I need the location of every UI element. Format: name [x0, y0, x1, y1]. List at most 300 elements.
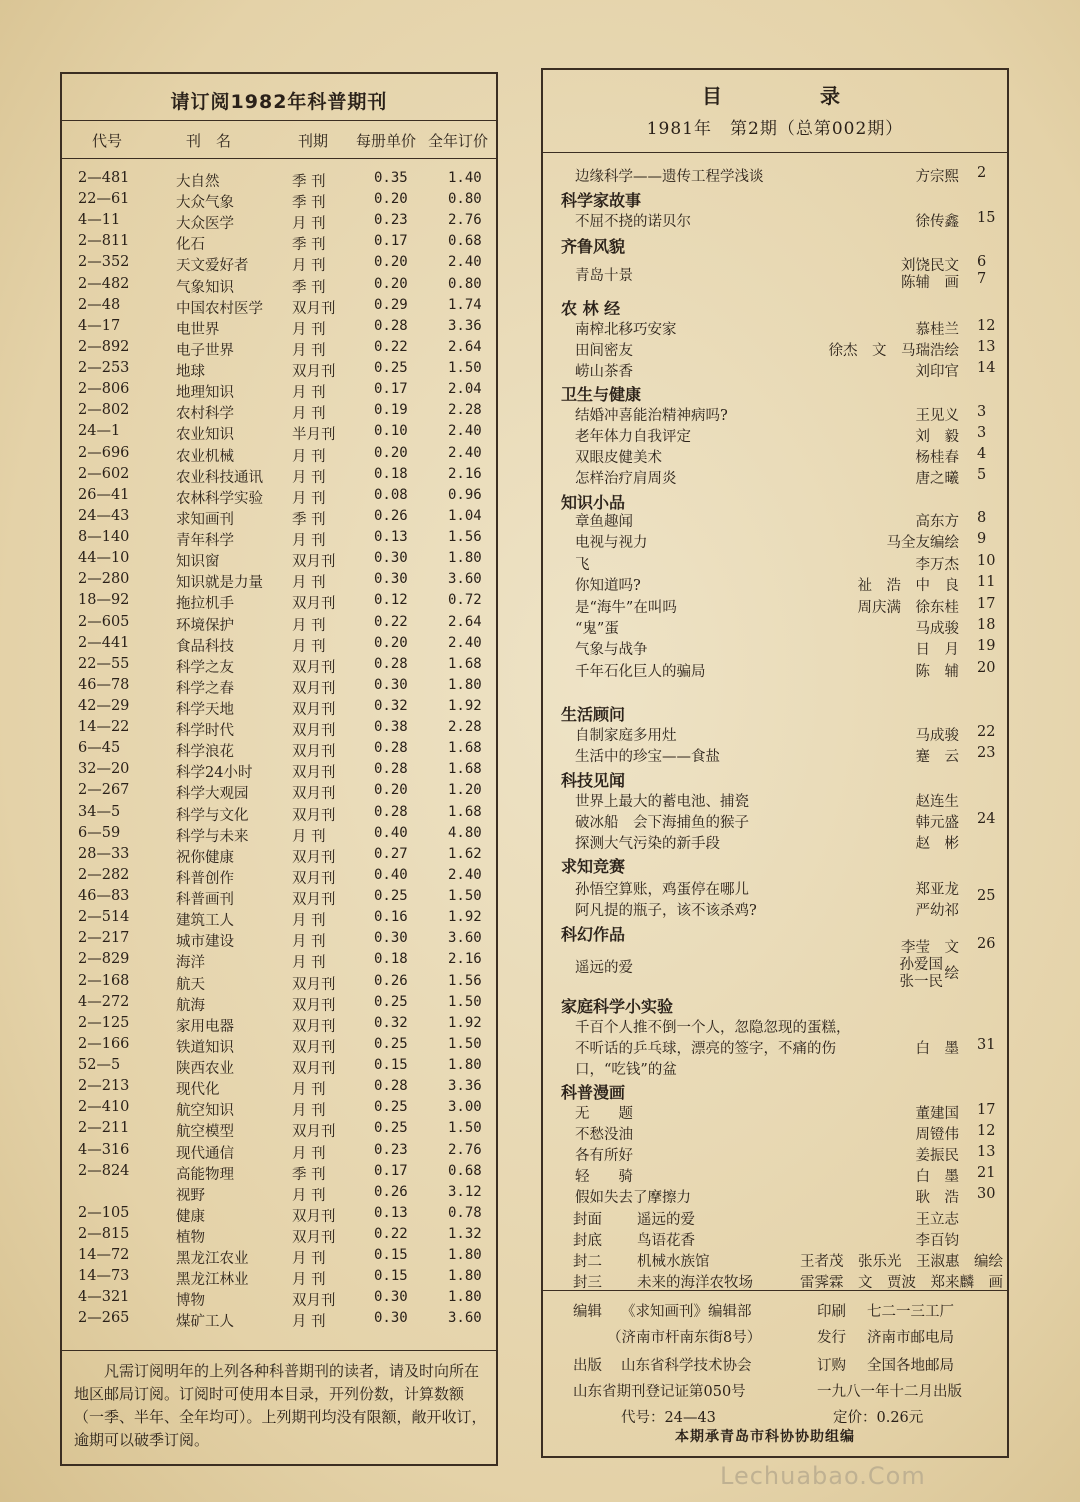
toc-page: 9 [977, 531, 987, 548]
cover-author: 王者茂 张乐光 王淑惠 编绘 [800, 1254, 1003, 1270]
journal-code: 2—811 [78, 233, 130, 250]
table-row [62, 233, 496, 254]
toc-page: 12 [977, 318, 996, 334]
toc-author: 刘饶民文 [901, 258, 959, 274]
toc-page: 17 [977, 1102, 996, 1118]
toc-item: 不屈不挠的诺贝尔 [575, 214, 691, 230]
toc-page: 14 [977, 360, 996, 376]
table-row [62, 930, 496, 951]
journal-name: 科普画刊 [176, 892, 234, 909]
journal-code: 2—105 [78, 1204, 130, 1221]
journal-name: 航海 [176, 997, 205, 1014]
toc-item: 不愁没油 [575, 1127, 633, 1143]
journal-code: 2—213 [78, 1078, 130, 1095]
journal-annual-price: 1.68 [448, 655, 482, 672]
journal-unit-price: 0.25 [374, 1099, 408, 1116]
toc-author: 马成骏 [915, 621, 959, 637]
journal-annual-price: 2.64 [448, 338, 482, 355]
journal-period: 双月刊 [292, 892, 336, 909]
info-publish-value: 山东省科学技术协会 [621, 1358, 752, 1374]
journal-name: 黑龙江林业 [176, 1272, 249, 1289]
table-row [62, 1099, 496, 1120]
toc-author: 绘 [944, 966, 959, 982]
table-row [62, 635, 496, 656]
journal-code: 32—20 [78, 761, 130, 778]
journal-code: 24—43 [78, 507, 130, 524]
journal-annual-price: 2.28 [448, 402, 482, 419]
journal-annual-price: 1.92 [448, 909, 482, 926]
table-row [62, 1268, 496, 1289]
toc-page: 23 [977, 745, 996, 761]
journal-annual-price: 2.40 [448, 254, 482, 271]
journal-code: 2—696 [78, 444, 130, 461]
journal-code: 24—1 [78, 423, 121, 440]
toc-author: 高东方 [915, 514, 959, 530]
cover-author: 李百钧 [915, 1233, 959, 1249]
toc-section-title: 知识小品 [561, 493, 626, 512]
journal-period: 双月刊 [292, 765, 336, 782]
journal-unit-price: 0.28 [374, 317, 408, 334]
journal-code: 2—168 [78, 972, 130, 989]
toc-author: 韩元盛 [915, 815, 959, 831]
toc-page: 13 [977, 339, 996, 355]
toc-item: 口，“吃钱”的盆 [575, 1062, 677, 1078]
journal-period: 双月刊 [292, 849, 336, 866]
journal-period: 双月刊 [292, 786, 336, 803]
journal-code: 2—829 [78, 951, 130, 968]
journal-unit-price: 0.32 [374, 698, 408, 714]
journal-period: 月 刊 [292, 469, 326, 486]
journal-code: 6—59 [78, 824, 121, 841]
journal-code: 2—514 [78, 909, 130, 926]
journal-name: 航空模型 [176, 1124, 234, 1141]
journal-unit-price: 0.32 [374, 1014, 408, 1031]
journal-period: 月 刊 [292, 1272, 326, 1289]
journal-period: 月 刊 [292, 321, 326, 338]
info-edit-value: 《求知画刊》编辑部 [621, 1304, 752, 1320]
journal-code: 2—802 [78, 402, 130, 419]
table-row [62, 254, 496, 275]
journal-unit-price: 0.27 [374, 845, 408, 862]
table-row [62, 1120, 496, 1141]
toc-page: 24 [977, 811, 996, 827]
journal-period: 月 刊 [292, 342, 326, 359]
toc-author: 陈辅 画 [901, 275, 959, 291]
journal-name: 现代化 [176, 1082, 220, 1099]
table-row [62, 1289, 496, 1310]
cover-label: 封三 [573, 1275, 602, 1291]
journal-unit-price: 0.30 [374, 1310, 408, 1327]
toc-section-title: 齐鲁风貌 [561, 237, 626, 256]
journal-code: 2—892 [78, 338, 130, 355]
toc-author: 蹇 云 [915, 749, 959, 765]
journal-period: 季 刊 [292, 195, 326, 212]
journal-code: 4—11 [78, 212, 121, 229]
table-row [62, 973, 496, 994]
journal-code: 2—125 [78, 1014, 130, 1031]
journal-code: 2—605 [78, 613, 130, 630]
cover-label: 封底 [573, 1233, 602, 1249]
journal-annual-price: 2.40 [448, 444, 482, 461]
journal-annual-price: 2.16 [448, 951, 482, 968]
toc-item: 假如失去了摩擦力 [575, 1190, 691, 1206]
journal-annual-price: 1.68 [448, 803, 482, 820]
journal-name: 农业知识 [176, 427, 234, 444]
journal-name: 大自然 [176, 174, 220, 190]
toc-author: 李万杰 [915, 556, 959, 573]
toc-page: 22 [977, 724, 996, 740]
toc-author: 赵 彬 [915, 836, 959, 852]
journal-annual-price: 1.92 [448, 1014, 482, 1031]
header-annual-price: 全年订价 [428, 132, 489, 150]
info-divider [543, 1290, 1007, 1291]
journal-name: 电子世界 [176, 342, 234, 359]
journal-unit-price: 0.22 [374, 1226, 408, 1242]
table-row [62, 212, 496, 233]
cover-label: 封二 [573, 1254, 602, 1270]
table-row [62, 423, 496, 444]
journal-unit-price: 0.20 [374, 254, 408, 271]
table-row [62, 571, 496, 592]
journal-annual-price: 3.12 [448, 1183, 482, 1200]
journal-period: 季 刊 [292, 1166, 326, 1183]
journal-annual-price: 2.76 [448, 212, 482, 229]
toc-section-title: 生活顾问 [561, 705, 626, 724]
journal-name: 科学与未来 [176, 828, 249, 845]
toc-author: 徐杰 文 马瑞浩绘 [828, 343, 959, 359]
journal-code: 2—166 [78, 1035, 130, 1052]
journal-name: 健康 [176, 1208, 205, 1225]
table-row [62, 782, 496, 803]
journal-name: 高能物理 [176, 1166, 234, 1183]
journal-name: 中国农村医学 [176, 300, 263, 317]
journal-unit-price: 0.35 [374, 170, 408, 186]
journal-period: 双月刊 [292, 554, 336, 571]
toc-author: 陈 辅 [915, 663, 959, 680]
table-row [62, 191, 496, 212]
journal-unit-price: 0.08 [374, 486, 408, 503]
toc-item: 自制家庭多用灶 [575, 728, 677, 744]
toc-item: 不听话的乒乓球，漂亮的签字，不痛的伤 [575, 1041, 836, 1057]
journal-name: 现代通信 [176, 1145, 234, 1162]
journal-unit-price: 0.20 [374, 444, 408, 461]
journal-unit-price: 0.25 [374, 360, 408, 377]
journal-annual-price: 1.80 [448, 1289, 482, 1306]
journal-period: 季 刊 [292, 174, 326, 190]
journal-name: 视野 [176, 1187, 205, 1204]
toc-author: 杨桂春 [915, 450, 959, 466]
journal-period: 双月刊 [292, 976, 336, 993]
journal-name: 大众医学 [176, 216, 234, 233]
journal-unit-price: 0.25 [374, 993, 408, 1010]
table-bottom-divider [62, 1350, 496, 1351]
journal-annual-price: 3.60 [448, 1310, 482, 1327]
header-period: 刊期 [298, 132, 329, 150]
toc-page: 13 [977, 1144, 996, 1160]
journal-name: 科学天地 [176, 702, 234, 718]
journal-annual-price: 0.96 [448, 486, 482, 503]
journal-unit-price: 0.40 [374, 824, 408, 841]
journal-unit-price: 0.17 [374, 381, 408, 398]
journal-unit-price: 0.30 [374, 571, 408, 588]
table-row [62, 888, 496, 909]
cover-title: 机械水族馆 [637, 1254, 710, 1270]
cover-author: 王立志 [915, 1212, 959, 1228]
journal-period: 月 刊 [292, 385, 326, 402]
journal-unit-price: 0.22 [374, 613, 408, 630]
journal-period: 双月刊 [292, 1230, 336, 1246]
journal-annual-price: 0.78 [448, 1204, 482, 1221]
journal-period: 月 刊 [292, 913, 326, 930]
toc-item: 阿凡提的瓶子，该不该杀鸡? [575, 903, 757, 919]
journal-annual-price: 1.68 [448, 761, 482, 778]
info-edit-address: （济南市杆南东街8号） [607, 1330, 762, 1346]
journal-annual-price: 1.80 [448, 1057, 482, 1074]
journal-name: 海洋 [176, 955, 205, 972]
table-row [62, 1184, 496, 1205]
subscription-panel [60, 72, 498, 1466]
info-print-label: 印刷 [817, 1304, 846, 1320]
table-row [62, 1247, 496, 1268]
table-row [62, 402, 496, 423]
journal-unit-price: 0.30 [374, 550, 408, 567]
journal-name: 科学之春 [176, 680, 234, 697]
journal-annual-price: 0.80 [448, 191, 482, 208]
journal-annual-price: 1.56 [448, 972, 482, 989]
toc-item: 轻 骑 [575, 1169, 633, 1185]
toc-author: 刘印官 [915, 364, 959, 380]
journal-unit-price: 0.15 [374, 1057, 408, 1074]
info-date: 一九八一年十二月出版 [817, 1384, 962, 1400]
journal-annual-price: 2.40 [448, 866, 482, 883]
journal-period: 月 刊 [292, 258, 326, 275]
journal-period: 月 刊 [292, 490, 326, 507]
toc-item: 各有所好 [575, 1148, 633, 1164]
journal-unit-price: 0.18 [374, 951, 408, 968]
journal-unit-price: 0.22 [374, 338, 408, 355]
journal-unit-price: 0.20 [374, 634, 408, 651]
toc-section-title: 科幻作品 [561, 925, 626, 944]
journal-unit-price: 0.16 [374, 909, 408, 926]
journal-period: 双月刊 [292, 702, 336, 718]
toc-item: 飞 [575, 556, 590, 573]
journal-unit-price: 0.19 [374, 402, 408, 419]
journal-name: 家用电器 [176, 1018, 234, 1035]
journal-unit-price: 0.20 [374, 782, 408, 799]
toc-page: 21 [977, 1165, 996, 1181]
journal-annual-price: 1.32 [448, 1226, 482, 1242]
journal-period: 双月刊 [292, 1061, 336, 1078]
journal-unit-price: 0.25 [374, 888, 408, 905]
journal-period: 双月刊 [292, 680, 336, 697]
table-row [62, 656, 496, 677]
journal-unit-price: 0.26 [374, 1183, 408, 1200]
journal-code: 34—5 [78, 803, 121, 820]
toc-item: 遥远的爱 [575, 960, 633, 976]
toc-page: 20 [977, 659, 996, 676]
journal-annual-price: 1.50 [448, 1120, 482, 1137]
table-row [62, 550, 496, 571]
journal-code: 2—211 [78, 1120, 130, 1137]
subscription-title: 请订阅1982年科普期刊 [170, 91, 388, 113]
toc-item: 生活中的珍宝——食盐 [575, 749, 720, 765]
journal-code: 2—267 [78, 782, 130, 799]
journal-annual-price: 1.80 [448, 1268, 482, 1285]
journal-annual-price: 1.50 [448, 1035, 482, 1052]
toc-page: 10 [977, 552, 996, 569]
toc-item: 无 题 [575, 1106, 633, 1122]
table-row [62, 909, 496, 930]
contents-panel [541, 68, 1009, 1458]
toc-author: 日 月 [915, 642, 959, 659]
journal-code: 2—253 [78, 360, 130, 377]
journal-period: 月 刊 [292, 448, 326, 465]
journal-annual-price: 1.40 [448, 170, 482, 186]
journal-period: 双月刊 [292, 1039, 336, 1056]
journal-name: 博物 [176, 1293, 205, 1310]
toc-item: 千年石化巨人的骗局 [575, 663, 706, 680]
journal-unit-price: 0.18 [374, 465, 408, 482]
toc-author: 周镫伟 [915, 1127, 959, 1143]
toc-item: 崂山茶香 [575, 364, 633, 380]
table-row [62, 170, 496, 191]
journal-name: 食品科技 [176, 638, 234, 655]
journal-code: 2—410 [78, 1099, 130, 1116]
journal-name: 地理知识 [176, 385, 234, 402]
journal-period: 月 刊 [292, 617, 326, 634]
journal-period: 双月刊 [292, 659, 336, 676]
issue-line: 1981年 第2期（总第002期） [646, 119, 904, 139]
journal-name: 拖拉机手 [176, 596, 234, 613]
journal-code: 46—78 [78, 676, 130, 693]
journal-name: 农林科学实验 [176, 490, 263, 507]
toc-page: 25 [977, 888, 996, 904]
journal-code: 6—45 [78, 740, 121, 757]
journal-period: 双月刊 [292, 300, 336, 317]
table-row [62, 297, 496, 318]
journal-name: 知识就是力量 [176, 575, 263, 592]
toc-item: 你知道吗? [575, 578, 641, 595]
table-row [62, 529, 496, 550]
journal-code: 8—140 [78, 529, 130, 546]
contents-title: 目 录 [702, 84, 848, 108]
toc-item: “鬼”蛋 [575, 621, 619, 637]
table-row [62, 761, 496, 782]
toc-author: 慕桂兰 [915, 322, 959, 338]
table-row [62, 1057, 496, 1078]
journal-code: 22—61 [78, 191, 130, 208]
journal-code: 26—41 [78, 486, 130, 503]
journal-period: 双月刊 [292, 1293, 336, 1310]
journal-unit-price: 0.28 [374, 740, 408, 757]
journal-unit-price: 0.29 [374, 296, 408, 313]
journal-unit-price: 0.12 [374, 592, 408, 609]
toc-author: 马全友编绘 [886, 535, 959, 552]
journal-period: 季 刊 [292, 511, 326, 528]
journal-period: 月 刊 [292, 638, 326, 655]
journal-annual-price: 3.60 [448, 571, 482, 588]
toc-page: 5 [977, 467, 987, 483]
journal-name: 航空知识 [176, 1103, 234, 1120]
journal-annual-price: 1.50 [448, 360, 482, 377]
toc-author: 耿 浩 [915, 1190, 959, 1206]
table-row [62, 276, 496, 297]
header-code: 代号 [92, 132, 123, 150]
table-row [62, 846, 496, 867]
table-row [62, 1015, 496, 1036]
journal-name: 植物 [176, 1230, 205, 1246]
journal-name: 陕西农业 [176, 1061, 234, 1078]
journal-unit-price: 0.17 [374, 233, 408, 250]
journal-code: 4—17 [78, 317, 121, 334]
toc-section-title: 科技见闻 [561, 771, 626, 790]
journal-name: 祝你健康 [176, 849, 234, 866]
toc-item: 气象与战争 [575, 642, 648, 659]
toc-item: 田间密友 [575, 343, 633, 359]
info-edit-label: 编辑 [573, 1304, 602, 1320]
table-row [62, 677, 496, 698]
toc-section-title: 家庭科学小实验 [561, 997, 674, 1016]
title-divider [62, 120, 496, 121]
footer-credit: 本期承青岛市科协协助组编 [675, 1429, 855, 1445]
info-registration: 山东省期刊登记证第050号 [573, 1384, 746, 1400]
table-row [62, 1310, 496, 1331]
toc-page: 19 [977, 638, 996, 655]
toc-page: 7 [977, 271, 987, 287]
journal-code: 46—83 [78, 888, 130, 905]
journal-period: 月 刊 [292, 1251, 326, 1268]
journal-period: 双月刊 [292, 997, 336, 1014]
journal-name: 黑龙江农业 [176, 1251, 249, 1268]
journal-unit-price: 0.15 [374, 1268, 408, 1285]
toc-page: 26 [977, 936, 996, 952]
journal-annual-price: 2.40 [448, 423, 482, 440]
journal-code: 2—806 [78, 381, 130, 398]
journal-annual-price: 2.40 [448, 634, 482, 651]
journal-annual-price: 0.68 [448, 233, 482, 250]
journal-period: 月 刊 [292, 828, 326, 845]
journal-period: 双月刊 [292, 723, 336, 740]
journal-unit-price: 0.20 [374, 191, 408, 208]
journal-name: 农村科学 [176, 406, 234, 423]
journal-code: 44—10 [78, 550, 130, 567]
journal-unit-price: 0.28 [374, 761, 408, 778]
toc-item: 老年体力自我评定 [575, 429, 691, 445]
journal-annual-price: 3.36 [448, 317, 482, 334]
toc-page: 3 [977, 404, 987, 420]
toc-author: 孙爱国 [899, 957, 943, 973]
info-order-value: 全国各地邮局 [867, 1358, 954, 1374]
info-print-value: 七二一三工厂 [867, 1304, 954, 1320]
journal-period: 月 刊 [292, 1145, 326, 1162]
toc-author: 董建国 [915, 1106, 959, 1122]
cover-author: 雷霁霖 文 贾波 郑来麟 画 [800, 1275, 1003, 1291]
journal-period: 月 刊 [292, 575, 326, 592]
toc-author: 方宗熙 [915, 169, 959, 185]
journal-unit-price: 0.23 [374, 212, 408, 229]
journal-unit-price: 0.28 [374, 1078, 408, 1095]
table-row [62, 867, 496, 888]
toc-item: 千百个人推不倒一个人，忽隐忽现的蛋糕， [575, 1020, 851, 1036]
table-row [62, 719, 496, 740]
journal-annual-price: 0.80 [448, 275, 482, 292]
journal-name: 大众气象 [176, 195, 234, 212]
journal-name: 建筑工人 [176, 913, 234, 930]
table-row [62, 318, 496, 339]
journal-annual-price: 2.76 [448, 1141, 482, 1158]
journal-annual-price: 1.56 [448, 529, 482, 546]
info-price: 定价：0.26元 [833, 1410, 924, 1426]
